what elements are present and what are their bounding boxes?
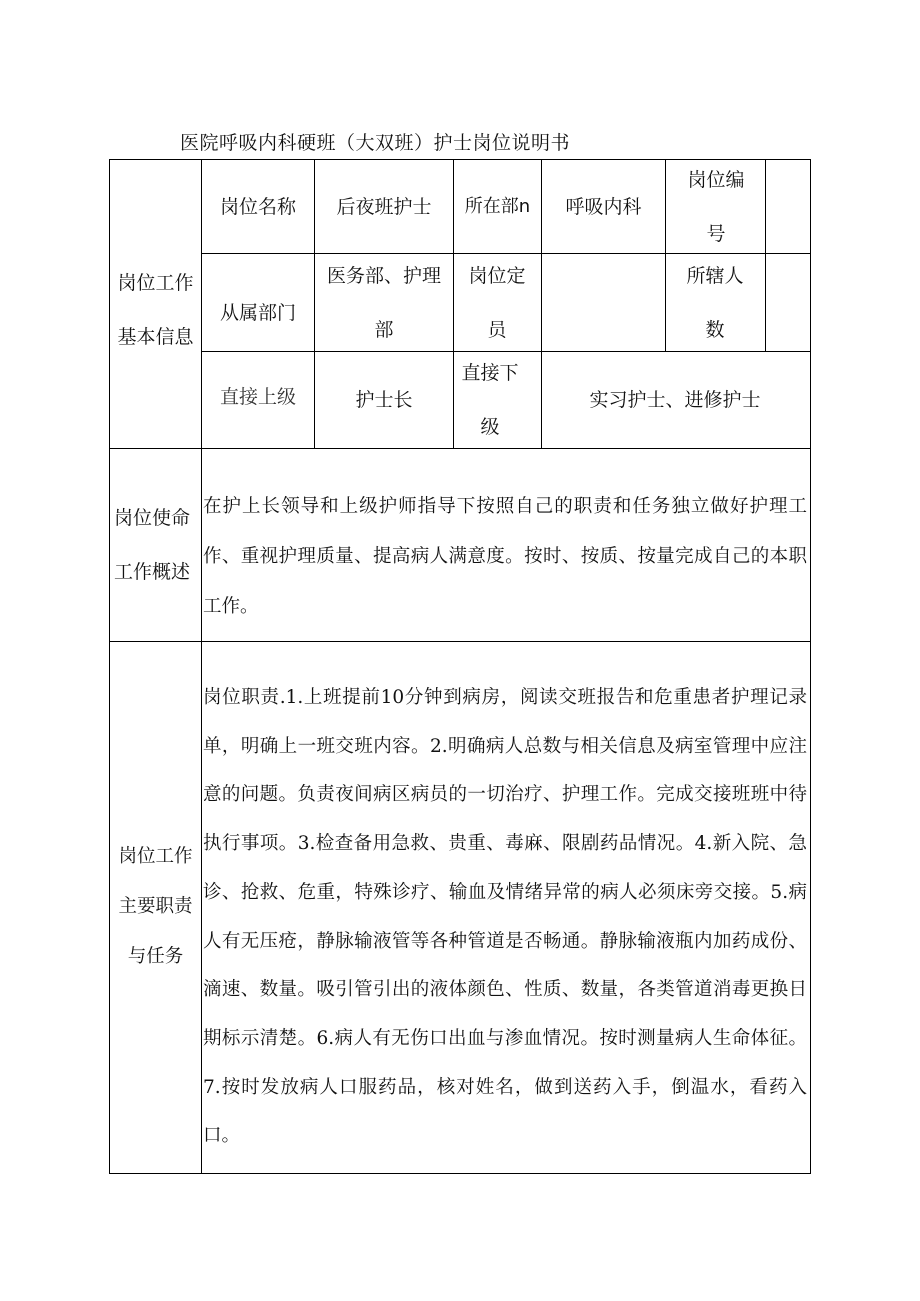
duties-text: 岗位职责.1.上班提前10分钟到病房，阅读交班报告和危重患者护理记录单，明确上一班交班内容。2.明确病人总数与相关信息及病室管理中应注意的问题。负责夜间病区病员的一切治疗、护理工作。完成交接班班中待执行事项。3.检查备用急救、贵重、毒麻、限剧药品情况。4.新入院、急诊、抢救、危重，特殊诊疗、输血及情绪异常的病人必须床旁交接。5.病人有无压疮，静脉输液管等各种管道是否畅通。静脉输液瓶内加药成份、滴速、数量。吸引管引出的液体颜色、性质、数量，各类管道消毒更换日期标示清楚。6.病人有无伤口出血与渗血情况。按时测量病人生命体征。7.按时发放病人口服药品，核对姓名，做到送药入手，倒温水，看药入口。 [203,687,807,1147]
direct-superior-value: 护士长 [355,389,413,411]
direct-subordinate-label: 直接下级 [461,362,519,438]
staffing-value [542,254,665,351]
post-number-value [766,160,809,253]
subordinates-count-value [766,254,809,351]
section-divider [109,641,810,642]
basic-info-section-label: 岗位工作基本信息 [117,272,194,348]
staffing-label: 岗位定员 [468,264,526,341]
duties-section-label: 岗位工作主要职责与任务 [118,846,193,967]
mission-text: 在护上长领导和上级护师指导下按照自己的职责和任务独立做好护理工作、重视护理质量、提高病人满意度。按时、按质、按量完成自己的本职工作。 [203,496,807,617]
document-title: 医院呼吸内科硬班（大双班）护士岗位说明书 [180,132,571,154]
post-number-label: 岗位编号 [687,168,745,245]
department-value: 呼吸内科 [565,195,642,218]
post-name-value: 后夜班护士 [336,195,432,218]
mission-section-label: 岗位使命工作概述 [114,507,191,583]
affiliated-dept-value: 医务部、护理部 [326,264,441,341]
direct-subordinate-value: 实习护士、进修护士 [589,389,761,411]
department-label: 所在部n [464,195,531,217]
post-name-label: 岗位名称 [219,195,296,218]
column-divider [665,159,666,352]
affiliated-dept-label: 从属部门 [219,301,296,324]
direct-superior-label: 直接上级 [219,386,296,408]
subordinates-count-label: 所辖人数 [686,264,744,341]
